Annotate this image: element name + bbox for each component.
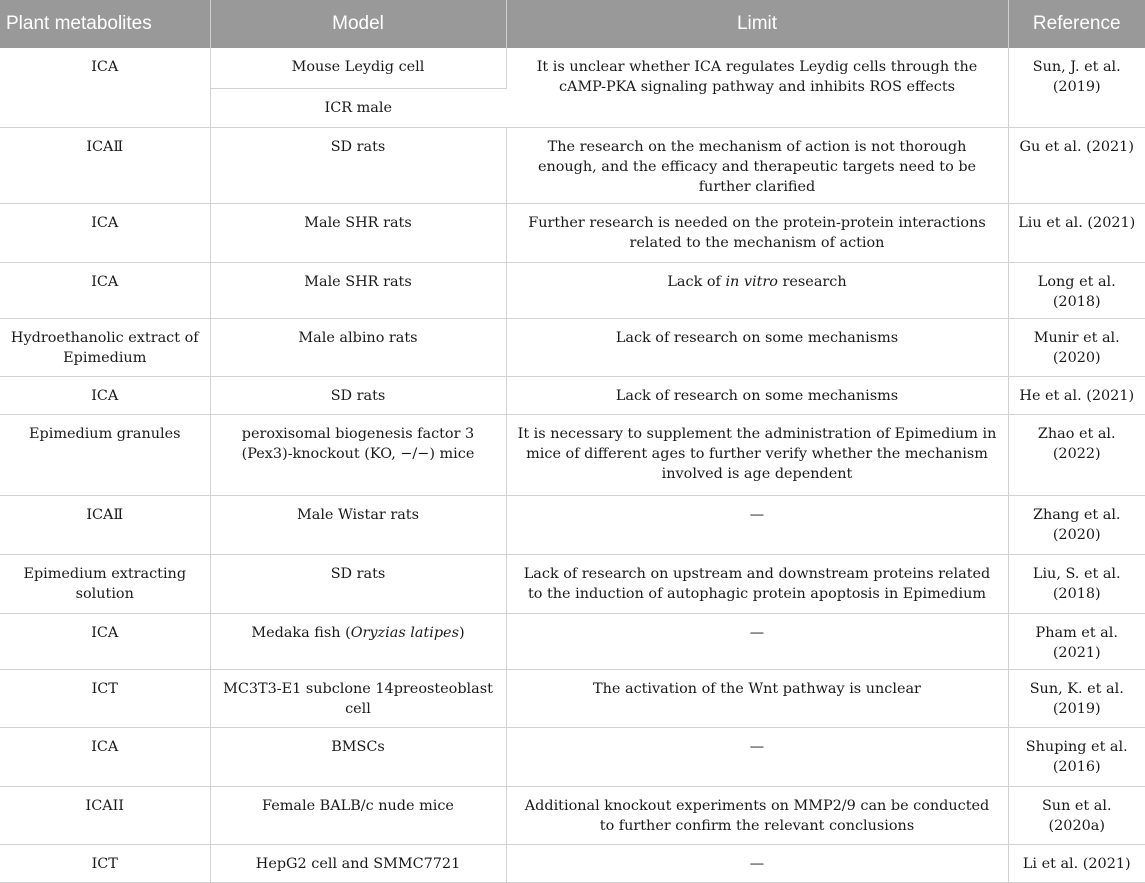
cell-reference: Munir et al. (2020) <box>1008 318 1145 376</box>
cell-model: Male SHR rats <box>210 262 506 318</box>
cell-limit: — <box>506 844 1008 882</box>
cell-model: SD rats <box>210 376 506 414</box>
cell-model: Mouse Leydig cell <box>210 48 506 88</box>
cell-metabolite: ICAII <box>0 786 210 844</box>
header-model: Model <box>210 0 506 48</box>
cell-limit: — <box>506 613 1008 669</box>
cell-metabolite: ICT <box>0 669 210 727</box>
cell-model <box>210 613 506 669</box>
table-row <box>0 727 1145 786</box>
cell-metabolite: ICA <box>0 376 210 414</box>
cell-reference: He et al. (2021) <box>1008 376 1145 414</box>
model-text: ) <box>458 624 465 641</box>
cell-limit: Lack of research on some mechanisms <box>506 318 1008 376</box>
cell-reference: Pham et al. (2021) <box>1008 613 1145 669</box>
cell-limit: It is necessary to supplement the administration of Epimedium in mice of different ages to further verify whether the mechanism involved is age dependent <box>506 414 1008 495</box>
table-row <box>0 376 1145 414</box>
cell-model: Female BALB/c nude mice <box>210 786 506 844</box>
table-row <box>0 318 1145 376</box>
cell-metabolite: Hydroethanolic extract of Epimedium <box>0 318 210 376</box>
cell-limit: Lack of research on upstream and downstream proteins related to the induction of autophagic protein apoptosis in Epimedium <box>506 554 1008 613</box>
table-header <box>0 0 1145 48</box>
cell-metabolite: ICA <box>0 48 210 127</box>
cell-limit: The research on the mechanism of action is not thorough enough, and the efficacy and therapeutic targets need to be further clarified <box>506 127 1008 203</box>
cell-reference: Sun, K. et al. (2019) <box>1008 669 1145 727</box>
cell-metabolite: ICA <box>0 613 210 669</box>
header-reference: Reference <box>1008 0 1145 48</box>
cell-limit: — <box>506 495 1008 554</box>
cell-reference: Sun, J. et al. (2019) <box>1008 48 1145 127</box>
table-row <box>0 127 1145 203</box>
cell-limit: The activation of the Wnt pathway is unclear <box>506 669 1008 727</box>
cell-metabolite: ICA <box>0 727 210 786</box>
table-row <box>0 844 1145 882</box>
table-body <box>0 48 1145 882</box>
cell-limit: Lack of research on some mechanisms <box>506 376 1008 414</box>
cell-model: SD rats <box>210 127 506 203</box>
limit-italic-text: in vitro <box>725 273 778 290</box>
cell-metabolite: Epimedium granules <box>0 414 210 495</box>
cell-reference: Long et al. (2018) <box>1008 262 1145 318</box>
limit-text: research <box>777 273 847 290</box>
table-row <box>0 48 1145 88</box>
cell-reference: Liu, S. et al. (2018) <box>1008 554 1145 613</box>
cell-reference: Gu et al. (2021) <box>1008 127 1145 203</box>
cell-limit: Further research is needed on the protein-protein interactions related to the mechanism of action <box>506 203 1008 262</box>
cell-limit: Additional knockout experiments on MMP2/9 can be conducted to further confirm the relevant conclusions <box>506 786 1008 844</box>
table-row <box>0 613 1145 669</box>
cell-model: peroxisomal biogenesis factor 3 (Pex3)-knockout (KO, −/−) mice <box>210 414 506 495</box>
limit-text: Lack of <box>667 273 726 290</box>
cell-model: BMSCs <box>210 727 506 786</box>
header-plant-metabolites: Plant metabolites <box>0 0 210 48</box>
table-row <box>0 262 1145 318</box>
model-text: Medaka fish ( <box>251 624 351 641</box>
cell-model: HepG2 cell and SMMC7721 <box>210 844 506 882</box>
model-italic-text: Oryzias latipes <box>350 624 459 641</box>
header-limit: Limit <box>506 0 1008 48</box>
cell-reference: Zhang et al. (2020) <box>1008 495 1145 554</box>
cell-limit: — <box>506 727 1008 786</box>
table-row <box>0 203 1145 262</box>
cell-reference: Li et al. (2021) <box>1008 844 1145 882</box>
cell-limit <box>506 262 1008 318</box>
cell-reference: Sun et al. (2020a) <box>1008 786 1145 844</box>
table-row <box>0 669 1145 727</box>
cell-reference: Liu et al. (2021) <box>1008 203 1145 262</box>
table-row <box>0 495 1145 554</box>
table-row <box>0 786 1145 844</box>
cell-model: Male SHR rats <box>210 203 506 262</box>
cell-model: Male Wistar rats <box>210 495 506 554</box>
header-row <box>0 0 1145 48</box>
cell-limit: It is unclear whether ICA regulates Leydig cells through the cAMP-PKA signaling pathway and inhibits ROS effects <box>506 48 1008 127</box>
table-row <box>0 414 1145 495</box>
cell-metabolite: ICA <box>0 262 210 318</box>
cell-metabolite: Epimedium extracting solution <box>0 554 210 613</box>
cell-reference: Zhao et al. (2022) <box>1008 414 1145 495</box>
cell-model: ICR male <box>210 88 506 127</box>
cell-model: SD rats <box>210 554 506 613</box>
cell-metabolite: ICT <box>0 844 210 882</box>
cell-reference: Shuping et al. (2016) <box>1008 727 1145 786</box>
cell-metabolite: ICA <box>0 203 210 262</box>
cell-metabolite: ICAⅡ <box>0 495 210 554</box>
cell-model: MC3T3-E1 subclone 14preosteoblast cell <box>210 669 506 727</box>
cell-metabolite: ICAⅡ <box>0 127 210 203</box>
table-row <box>0 554 1145 613</box>
cell-model: Male albino rats <box>210 318 506 376</box>
